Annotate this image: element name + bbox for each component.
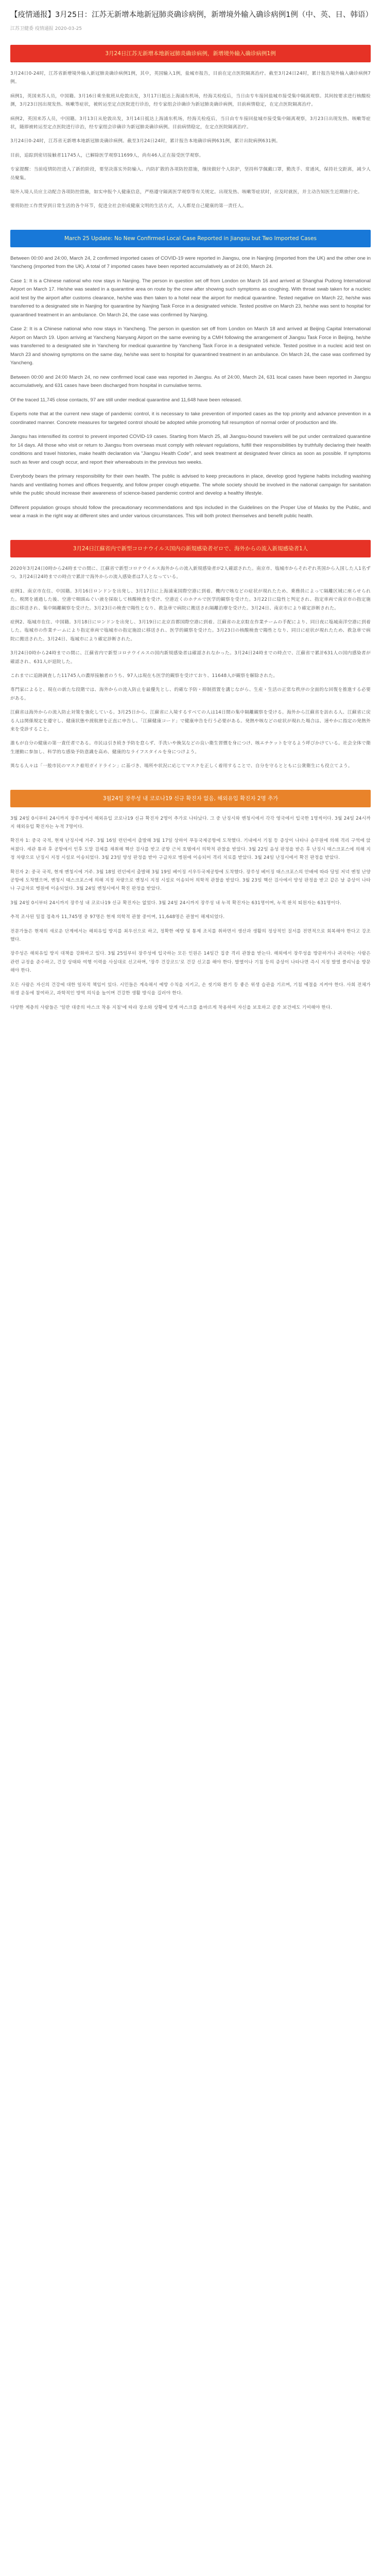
- paragraph: Between 00:00 and 24:00 March 24, no new confirmed local case was reported in Jiangsu. As of 24:00, March 24, 631 local cases have been reported in Jiangsu accumulatively, and 631 cases have been discharged from hospital in cumulative terms.: [10, 374, 371, 389]
- paragraph: Case 1: It is a Chinese national who now stays in Nanjing. The person in question set off from London on March 16 and arrived at Shanghai Pudong International Airport on March 17. He/she was seated in a quarantine area on route by the crew after showing such symptoms as coughing. With throat swab taken for a nucleic acid test by the airport after customs clearance, he/she was then taken to a hotel near the airport for medical quarantine. Tested negative on March 22, he/she was transferred to a designated site in Nanjing for quarantine by Nanjing Task Force in a designated vehicle. Tested positive on March 23, he/she was sent to hospital for quarantined treatment in an ambulance. On March 24, the case was confirmed by Nanjing.: [10, 278, 371, 318]
- paragraph: 専門家によると、現在の新たな段階では、海外からの流入防止を最優先とし、的確な予防・抑制措置を講じながら、生産・生活の正常な秩序の全面的な回復を推進する必要がある。: [10, 687, 371, 701]
- paragraph: 2020年3月24日0時から24時までの間に、江蘇省で新型コロナウイルス海外からの流入新規感染者が2人確認された。南京市、塩城市からそれぞれ英国から入国した人1名ずつ。3月24日24時までの時点で累計で海外からの流入感染者は7人となっている。: [10, 566, 371, 580]
- section-kr: [0, 790, 381, 1025]
- paragraph: Everybody bears the primary responsibility for their own health. The public is advised to keep precautions in place, develop good hygiene habits including washing hands and ventilating homes and offices frequently, and follow proper cough etiquette. The whole society should be involved in the national campaign for sanitation while the public should increase their awareness of science-based pandemic control and develop a healthy lifestyle.: [10, 473, 371, 497]
- paragraph: 3月24日0-24时，江苏省新增境外输入新冠肺炎确诊病例1例，其中，英国输入1例，盐城市报告，目前在定点医院隔离治疗。截至3月24日24时，累计报告境外输入确诊病例7例。: [10, 71, 371, 85]
- paragraph: 3月24日0時から24時までの間に、江蘇省内で新型コロナウイルスの国内新規感染者は確認されなかった。3月24日24時までの時点で、江蘇省で累計631人の国内感染者が確認され、631人が退院した。: [10, 651, 371, 665]
- section-jp: [0, 540, 381, 784]
- section-spacer: [10, 216, 371, 224]
- paragraph: 专家提醒：当前疫情防控进入了新的阶段，要坚决落实外防输入、内防扩散的各项防控措施，继续做好个人防护，坚持科学佩戴口罩，勤洗手、常通风，保持社交距离，减少人员聚集。: [10, 167, 371, 181]
- paragraph: Case 2: It is a Chinese national who now stays in Yancheng. The person in question set off from London on March 18 and arrived at Beijing Capital International Airport on March 19. Upon arriving at Yancheng Nanyang Airport on the same evening by a CMH following the arrangement of Jiangsu Task Force in Beijing, he/she was transferred to a designated site in Yancheng for medical quarantine by Yancheng Task Force in a designated vehicle. Tested positive in a nucleic acid test on March 23 and showing symptoms on the same day, he/she was sent to hospital for quarantined treatment in an ambulance. On March 24, the case was confirmed by Yancheng.: [10, 326, 371, 366]
- section-spacer: [10, 776, 371, 784]
- paragraph: 目前，追踪到密切接触者11745人，已解除医学观察11699人，尚有46人正在接受医学观察。: [10, 152, 204, 158]
- paragraph: 장쑤성은 해외유입 방지 대책을 강화하고 있다. 3월 25일부터 장쑤성에 입국하는 모든 인원은 14일간 집중 격리 관찰을 받는다. 해외에서 장쑤성을 방문하거나 귀국하는 사람은 관련 규정을 준수하고, 건강 상태와 여행 이력을 사실대로 신고하며, '장쑤 건강코드'로 건강 신고를 해야 한다. 발열이나 기침 등의 증상이 나타나면 즉시 지정 발열 클리닉을 방문해야 한다.: [10, 951, 371, 974]
- section-banner-cn: 3月24日江苏无新增本地新冠肺炎确诊病例，新增境外输入确诊病例1例: [10, 45, 371, 62]
- paragraph: 異なる人々は「一般市民のマスク着用ガイドライン」に基づき、場所や状況に応じてマスクを正しく着用することで、自分を守るとともに公衆衛生にも役立てよう。: [10, 764, 353, 769]
- paragraph: 症例1、南京市在住、中国籍。3月16日ロンドンを出発し、3月17日に上海浦東国際空港に到着。機内で咳などの症状が現れたため、乗務員によって隔離区域に座らせられた。税関を通過した後、空港で咽頭ぬぐい液を採取して核酸検査を受け、空港近くのホテルで医学的観察を受けた。3月22日に陰性と判定され、指定車両で南京市の指定施設に移送され、集中隔離観察を受けた。3月23日の検査で陽性となり、救急車で病院に搬送され隔離治療を受けた。3月24日、南京市により確定診断された。: [10, 588, 371, 611]
- paragraph: Experts note that at the current new stage of pandemic control, it is necessary to take prevention of imported cases as the top priority and advance prevention in a coordinated manner. Concrete measures for targeted control should be adopted while promoting full resumption of normal order of production and life.: [10, 411, 371, 426]
- paragraph: 모든 사람은 자신의 건강에 대한 일차적 책임이 있다. 시민들은 계속해서 예방 수칙을 지키고, 손 씻기와 환기 등 좋은 위생 습관을 기르며, 기침 예절을 지켜야 한다. 사회 전체가 위생 운동에 참여하고, 과학적인 방역 의식을 높이며 건강한 생활 방식을 길러야 한다.: [10, 982, 371, 996]
- article-body: [0, 45, 381, 1025]
- section-banner-jp: 3月24日江蘇省内で新型コロナウイルス国内の新規感染者ゼロで、海外からの流入新規感染者1人: [10, 540, 371, 557]
- paragraph: 誰もが自分の健康の第一責任者である。市民は引き続き予防を怠らず、手洗いや換気などの良い衛生習慣を身につけ、咳エチケットを守るよう呼びかけている。社会全体で衛生運動に参加し、科学的な感染予防意識を高め、健康的なライフスタイルを身につけよう。: [10, 741, 371, 755]
- paragraph: 3월 24일 0시부터 24시까지 장쑤성 내 코로나19 신규 확진자는 없었다. 3월 24일 24시까지 장쑤성 내 누적 확진자는 631명이며, 누적 완치 퇴원자는 631명이다.: [10, 900, 342, 906]
- paragraph: 症例2、塩城市在住、中国籍。3月18日にロンドンを出発し、3月19日に北京首都国際空港に到着。江蘇省の北京駐在作業チームの手配により、同日夜に塩城南洋空港に到着した。塩城市の作業チームにより指定車両で塩城市の指定施設に移送され、医学的観察を受けた。3月23日の核酸検査で陽性となり、同日に症状が現れたため、救急車で病院に搬送された。3月24日、塩城市により確定診断された。: [10, 619, 371, 642]
- paragraph: 要将防控工作贯穿到日常生活的各个环节，促进全社会形成健康文明的生活方式，人人都是自己健康的第一责任人。: [10, 204, 247, 209]
- paragraph: 추적 조사된 밀접 접촉자 11,745명 중 97명은 현재 의학적 관찰 중이며, 11,648명은 관찰이 해제되었다.: [10, 914, 225, 920]
- section-banner-en: March 25 Update: No New Confirmed Local Case Reported in Jiangsu but Two Imported Cases: [10, 230, 371, 247]
- paragraph: 3월 24일 0시부터 24시까지 장쑤성에서 해외유입 코로나19 신규 확진자 2명이 추가로 나타났다. 그 중 난징시와 옌청시에서 각각 영국에서 입국한 1명씩이다. 3월 24일 24시까지 해외유입 확진자는 누적 7명이다.: [10, 816, 371, 829]
- paragraph: Jiangsu has intensified its control to prevent imported COVID-19 cases. Starting from March 25, all Jiangsu-bound travelers will be put under centralized quarantine for 14 days. All those who visit or return to Jiangsu from overseas must comply with relevant regulations, fulfill their responsibilities by truthfully declaring their health conditions and travel histories, make health declaration via "Jiangsu Health Code", and seek treatment at designated fever clinics as soon as possible. If symptoms such as fever and cough occur, and report their whereabouts in the previous two weeks.: [10, 434, 371, 465]
- paragraph: Different population groups should follow the precautionary recommendations and tips included in the Guidelines on the Proper Use of Masks by the Public, and wear a mask in the right way at different sites and under various circumstances. This will both protect themselves and benefit public health.: [10, 504, 371, 519]
- section-spacer: [10, 1018, 371, 1025]
- section-cn: [0, 45, 381, 224]
- paragraph: 확진자 1: 중국 국적, 현재 난징시에 거주. 3월 16일 런던에서 출발해 3월 17일 상하이 푸동국제공항에 도착했다. 기내에서 기침 등 증상이 나타나 승무원에 의해 격리 구역에 앉혀졌다. 세관 통과 후 공항에서 인후 도말 검체를 채취해 핵산 검사를 받고 공항 근처 호텔에서 의학적 관찰을 받았다. 3월 22일 음성 판정을 받은 후 난징시 태스크포스에 의해 지정 차량으로 난징시 지정 시설로 이송되었다. 3월 23일 양성 판정을 받아 구급차로 병원에 이송되어 격리 치료를 받았다. 3월 24일 난징시에서 확진 판정을 받았다.: [10, 838, 371, 861]
- article-title: 【疫情通报】3月25日：江苏无新增本地新冠肺炎确诊病例，新增境外输入确诊病例1例（中、英、日、韩语）: [10, 11, 373, 19]
- article-meta: 江苏卫健委 疫情通报 2020-03-25: [10, 26, 82, 31]
- paragraph: Between 00:00 and 24:00, March 24, 2 confirmed imported cases of COVID-19 were reported in Jiangsu, one in Nanjing (imported from the UK) and the other one in Yancheng (imported from the UK). A total of 7 imported cases have been reported accumulatively as of 24:00, March 24.: [10, 255, 371, 270]
- paragraph: 3月24日0-24时，江苏省无新增本地新冠肺炎确诊病例。截至3月24日24时，累计报告本地确诊病例631例，累计出院病例631例。: [10, 139, 281, 144]
- paragraph: 境外入境人员应主动配合各项防控措施，如实申报个人健康信息，严格遵守隔离医学观察等有关规定。出现发热、咳嗽等症状时，应及时就医，并主动告知医生近期旅行史。: [10, 190, 362, 195]
- paragraph: 다양한 계층의 사람들은 '일반 대중의 마스크 착용 지침'에 따라 장소와 상황에 맞게 마스크를 올바르게 착용하여 자신을 보호하고 공중 보건에도 기여해야 한다.: [10, 1005, 332, 1010]
- section-banner-kr: 3월24일 장쑤성 내 코로나19 신규 확진자 없음, 해외유입 확진자 2명 추가: [10, 790, 371, 807]
- paragraph: これまでに追跡調査した11745人の濃厚接触者のうち、97人は現在も医学的観察を受けており、11648人が観察を解除された。: [10, 673, 278, 679]
- paragraph: 전문가들은 현재의 새로운 단계에서는 해외유입 방지를 최우선으로 하고, 정확한 예방 및 통제 조치를 취하면서 생산과 생활의 정상적인 질서를 전면적으로 회복해야 한다고 강조했다.: [10, 928, 371, 943]
- section-en: [0, 230, 381, 534]
- paragraph: 江蘇省は海外からの流入防止対策を強化している。3月25日から、江蘇省に入境するすべての人は14日間の集中隔離観察を受ける。海外から江蘇省を訪れる人、江蘇省に戻る人は関係規定を遵守し、健康状態や渡航歴を正直に申告し、「江蘇健康コード」で健康申告を行う必要がある。発熱や咳などの症状が現れた場合は、速やかに指定の発熱外来を受診すること。: [10, 710, 371, 732]
- section-spacer: [10, 527, 371, 534]
- paragraph: 확진자 2: 중국 국적, 현재 옌청시에 거주. 3월 18일 런던에서 출발해 3월 19일 베이징 서우두국제공항에 도착했다. 장쑤성 베이징 태스크포스의 안배에 따라 당일 저녁 옌청 난양공항에 도착했으며, 옌청시 태스크포스에 의해 지정 차량으로 옌청시 지정 시설로 이송되어 의학적 관찰을 받았다. 3월 23일 핵산 검사에서 양성 판정을 받고 같은 날 증상이 나타나 구급차로 병원에 이송되었다. 3월 24일 옌청시에서 확진 판정을 받았다.: [10, 869, 371, 892]
- paragraph: 病例1，英国来苏人员，中国籍。3月16日乘坐航班从伦敦出发，3月17日抵达上海浦东机场，经海关检疫后，当日由专车接回盐城市接受集中隔离观察。其间按要求进行核酸检测，3月23日因出现发热、咳嗽等症状，被转运至定点医院进行诊治，经专家组会诊确诊为新冠肺炎确诊病例，目前病情稳定，在定点医院隔离治疗。: [10, 93, 371, 108]
- paragraph: 病例2，英国来苏人员，中国籍。3月13日从伦敦出发，3月14日抵达上海浦东机场，经海关检疫后，当日由专车接回盐城市接受集中隔离观察，3月23日出现发热、咳嗽等症状，随即被转运至定点医院进行诊治，经专家组会诊确诊为新冠肺炎确诊病例。目前病情稳定，在定点医院隔离治疗。: [10, 116, 371, 130]
- paragraph: Of the traced 11,745 close contacts, 97 are still under medical quarantine and 11,648 have been released.: [10, 397, 242, 403]
